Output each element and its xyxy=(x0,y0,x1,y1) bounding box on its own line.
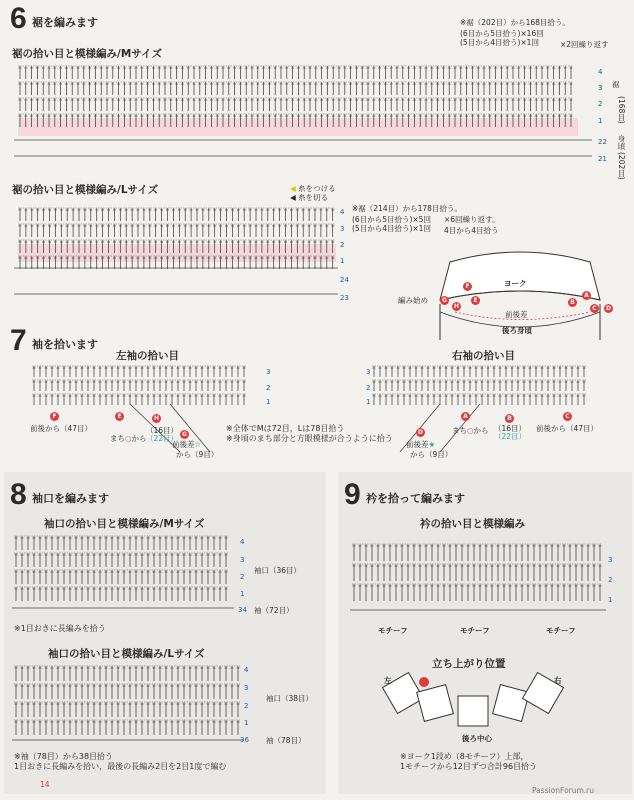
row-label: 1 xyxy=(598,117,603,125)
pink-band xyxy=(18,118,578,136)
step9-sub: 衿の拾い目と模様編み xyxy=(420,518,525,530)
side-body-count: (202目) xyxy=(617,152,626,180)
step8-sub-m: 袖口の拾い目と模様編み/Mサイズ xyxy=(44,518,205,530)
label-c16: （16目） xyxy=(146,426,179,435)
step6-title: 裾を編みます xyxy=(32,16,98,29)
motif-label: モチーフ xyxy=(378,626,408,635)
badge-a: A xyxy=(582,291,591,300)
badge-c: C xyxy=(563,412,572,421)
badge-h: H xyxy=(453,303,460,310)
stitch-grid-m xyxy=(18,66,573,127)
badge-d: D xyxy=(416,428,425,437)
step7-number: 7 xyxy=(10,324,27,357)
label-diff: 前後差☆ xyxy=(172,440,202,449)
badge-b: B xyxy=(505,414,514,423)
stitch-grid xyxy=(352,544,602,601)
back-center-label: 後ろ中心 xyxy=(462,734,492,743)
badge-d: D xyxy=(604,304,613,313)
motif-label: モチーフ xyxy=(460,626,490,635)
chart-cuff-m xyxy=(12,530,238,618)
stitch-grid xyxy=(32,366,246,405)
row-label: 1 xyxy=(340,257,345,265)
label-c22: （22目） xyxy=(494,432,527,441)
row-label: 3 xyxy=(240,556,245,564)
chart-collar xyxy=(350,530,613,625)
step8-sub-l: 袖口の拾い目と模様編み/Lサイズ xyxy=(48,648,205,660)
label-fb47: 前後から（47目） xyxy=(30,424,93,433)
row-label: 4 xyxy=(240,538,245,546)
row-label: 1 xyxy=(266,398,271,406)
chart-hem-m xyxy=(12,60,602,170)
right-label: 右 xyxy=(554,676,562,685)
row-label: 23 xyxy=(340,294,349,302)
badge-e: E xyxy=(471,296,480,305)
side-hem-count: (168目) xyxy=(617,96,626,124)
step6-note-l: ※裾（214目）から178目拾う。 (6目から5目拾う)×5回 (5目から4目拾う)×1回 ×6回繰り返す。 4目から4目拾う xyxy=(352,204,500,235)
step7-title: 袖を拾います xyxy=(32,338,98,351)
legend: ◀ 糸をつける ◀ 糸を切る xyxy=(290,184,336,202)
row-label: 2 xyxy=(266,384,271,392)
badge-f: F xyxy=(50,412,59,421)
side-cuff-l: 袖口（38目） xyxy=(266,694,314,703)
row-label: 21 xyxy=(598,155,607,163)
row-label: 24 xyxy=(340,276,349,284)
row-label: 36 xyxy=(240,736,249,744)
row-label: 2 xyxy=(340,241,345,249)
row-label: 2 xyxy=(598,100,603,108)
chart-right-sleeve xyxy=(370,362,600,457)
step9-number: 9 xyxy=(344,478,361,511)
row-label: 2 xyxy=(244,702,249,710)
page-number: 14 xyxy=(40,780,50,789)
step9-title: 衿を拾って編みます xyxy=(366,492,465,505)
side-sleeve-l: 袖（78目） xyxy=(266,736,306,745)
row-label: 3 xyxy=(340,225,345,233)
side-hem-m: 裾 xyxy=(612,80,620,89)
row-label: 4 xyxy=(598,68,603,76)
row-label: 3 xyxy=(244,684,249,692)
left-sleeve-title: 左袖の拾い目 xyxy=(116,350,179,362)
right-sleeve-title: 右袖の拾い目 xyxy=(452,350,515,362)
label-diff: 前後差★ xyxy=(406,440,436,449)
side-cuff-m: 袖口（36目） xyxy=(254,566,302,575)
pink-band xyxy=(18,244,336,262)
badge-a: A xyxy=(461,412,470,421)
label-c16: （16目） xyxy=(494,424,527,433)
stitch-grid xyxy=(14,666,240,735)
left-label: 左 xyxy=(384,676,392,685)
row-label: 1 xyxy=(244,719,249,727)
label-c22: （22目） xyxy=(146,434,179,443)
row-label: 1 xyxy=(366,398,371,406)
yoke-shape xyxy=(440,252,600,300)
row-label: 3 xyxy=(366,368,371,376)
label-from9: から（9目） xyxy=(410,450,453,459)
front-back-label: 前後差 xyxy=(505,310,528,319)
collar-position-diagram xyxy=(380,668,580,738)
badge-h: H xyxy=(153,415,160,422)
label-machi: まち○から xyxy=(110,434,147,443)
row-label: 4 xyxy=(340,208,345,216)
start-label: 編み始め xyxy=(398,296,428,305)
badge-b: B xyxy=(568,298,577,307)
label-from9: から（9目） xyxy=(176,450,219,459)
back-body-label: 後ろ身頃 xyxy=(502,326,532,335)
yoke-label: ヨーク xyxy=(504,279,527,288)
step6-sub-m: 裾の拾い目と模様編み/Mサイズ xyxy=(12,48,162,60)
chart-cuff-l xyxy=(12,660,248,750)
side-sleeve-m: 袖（72目） xyxy=(254,606,294,615)
row-label: 1 xyxy=(240,590,245,598)
step6-sub-l: 裾の拾い目と模様編み/Lサイズ xyxy=(12,184,159,196)
row-label: 2 xyxy=(240,573,245,581)
step6-number: 6 xyxy=(10,2,27,35)
step6-note-m: ※裾（202目）から168目拾う。 (6目から5目拾う)×16回 (5目から4目拾う)×1回 ×2回繰り返す xyxy=(460,18,609,49)
side-body: 身頃 xyxy=(617,135,626,150)
yarn-attach-icon: ◀ xyxy=(290,184,296,193)
stitch-grid xyxy=(372,366,586,405)
badge-f: F xyxy=(463,282,472,291)
yarn-cut-icon: ◀ xyxy=(290,193,296,202)
row-label: 3 xyxy=(266,368,271,376)
position-title: 立ち上がり位置 xyxy=(432,658,506,670)
step7-note: ※全体でMは72目，Lは78目拾う ※身頃のまち部分と方眼模様が合うように拾う xyxy=(226,424,393,443)
row-label: 3 xyxy=(598,84,603,92)
row-label: 4 xyxy=(244,666,249,674)
step8-number: 8 xyxy=(10,478,27,511)
row-label: 22 xyxy=(598,138,607,146)
row-label: 34 xyxy=(238,606,247,614)
row-label: 2 xyxy=(608,576,613,584)
badge-g: G xyxy=(180,430,189,439)
watermark: PassionForum.ru xyxy=(532,786,595,795)
step8-note-l: ※袖（78目）から38目拾う 1目おきに長編みを拾い，最後の長編み2目を2目1度で編む xyxy=(14,752,227,771)
start-position-marker xyxy=(419,677,429,687)
step8-title: 袖口を編みます xyxy=(32,492,109,505)
badge-g: G xyxy=(440,296,449,305)
row-label: 3 xyxy=(608,556,613,564)
label-fb47: 前後から（47目） xyxy=(536,424,599,433)
row-label: 1 xyxy=(608,596,613,604)
badge-c: C xyxy=(590,304,599,313)
stitch-grid xyxy=(14,536,228,601)
row-label: 2 xyxy=(366,384,371,392)
step9-note: ※ヨーク1段め（8モチーフ）上部， 1モチーフから12目ずつ合計96目拾う xyxy=(400,752,538,771)
badge-e: E xyxy=(115,412,124,421)
label-machi: まち○から xyxy=(452,426,489,435)
motif-label: モチーフ xyxy=(546,626,576,635)
step8-note-m: ※1目おきに長編みを拾う xyxy=(14,624,106,633)
